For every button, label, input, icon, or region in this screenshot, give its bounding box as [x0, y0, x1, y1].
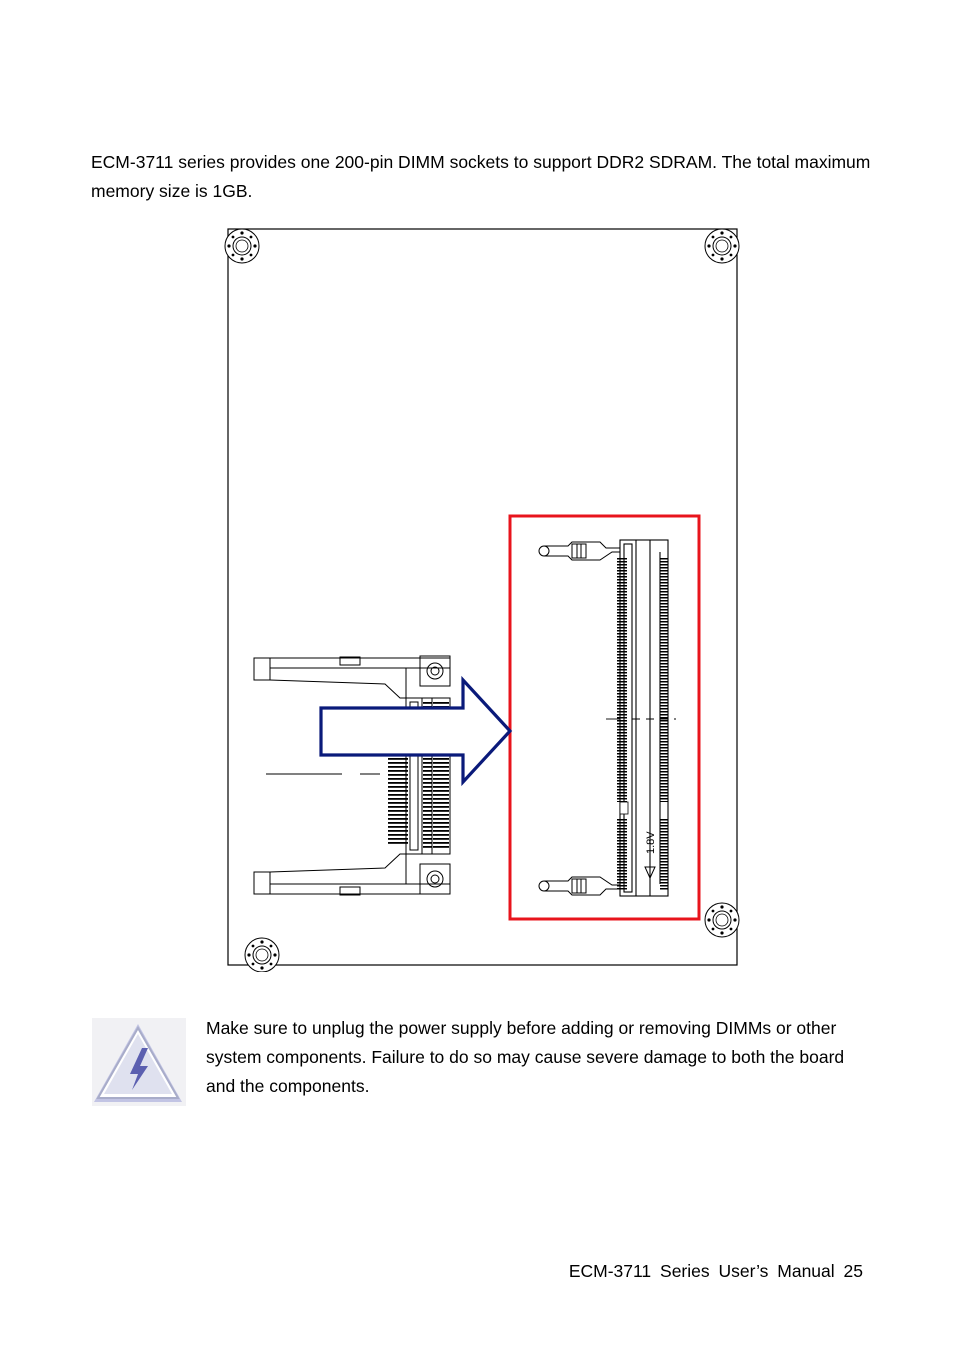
pointer-arrow — [321, 680, 510, 782]
page-footer: ECM-3711 Series User’s Manual 25 — [568, 1261, 863, 1281]
intro-paragraph: ECM-3711 series provides one 200-pin DIMM sockets to support DDR2 SDRAM. The total maximum memory size is 1GB. — [91, 152, 871, 201]
warning-triangle-icon — [92, 1018, 186, 1106]
dimm-highlight-box — [510, 516, 699, 919]
board-layout-figure — [220, 222, 750, 972]
dimm-socket — [539, 540, 676, 896]
dimm-voltage-label: 1.8V — [645, 831, 657, 854]
mounting-hole-top-right — [705, 229, 739, 263]
mounting-hole-top-left — [225, 229, 259, 263]
warning-text: Make sure to unplug the power supply before adding or removing DIMMs or other system components. Failure to do so may cause severe damage to both the board and the components. — [206, 1018, 845, 1096]
mounting-hole-bottom-right — [705, 903, 739, 937]
mounting-hole-bottom-left — [245, 938, 279, 972]
cf-connector — [254, 656, 450, 895]
